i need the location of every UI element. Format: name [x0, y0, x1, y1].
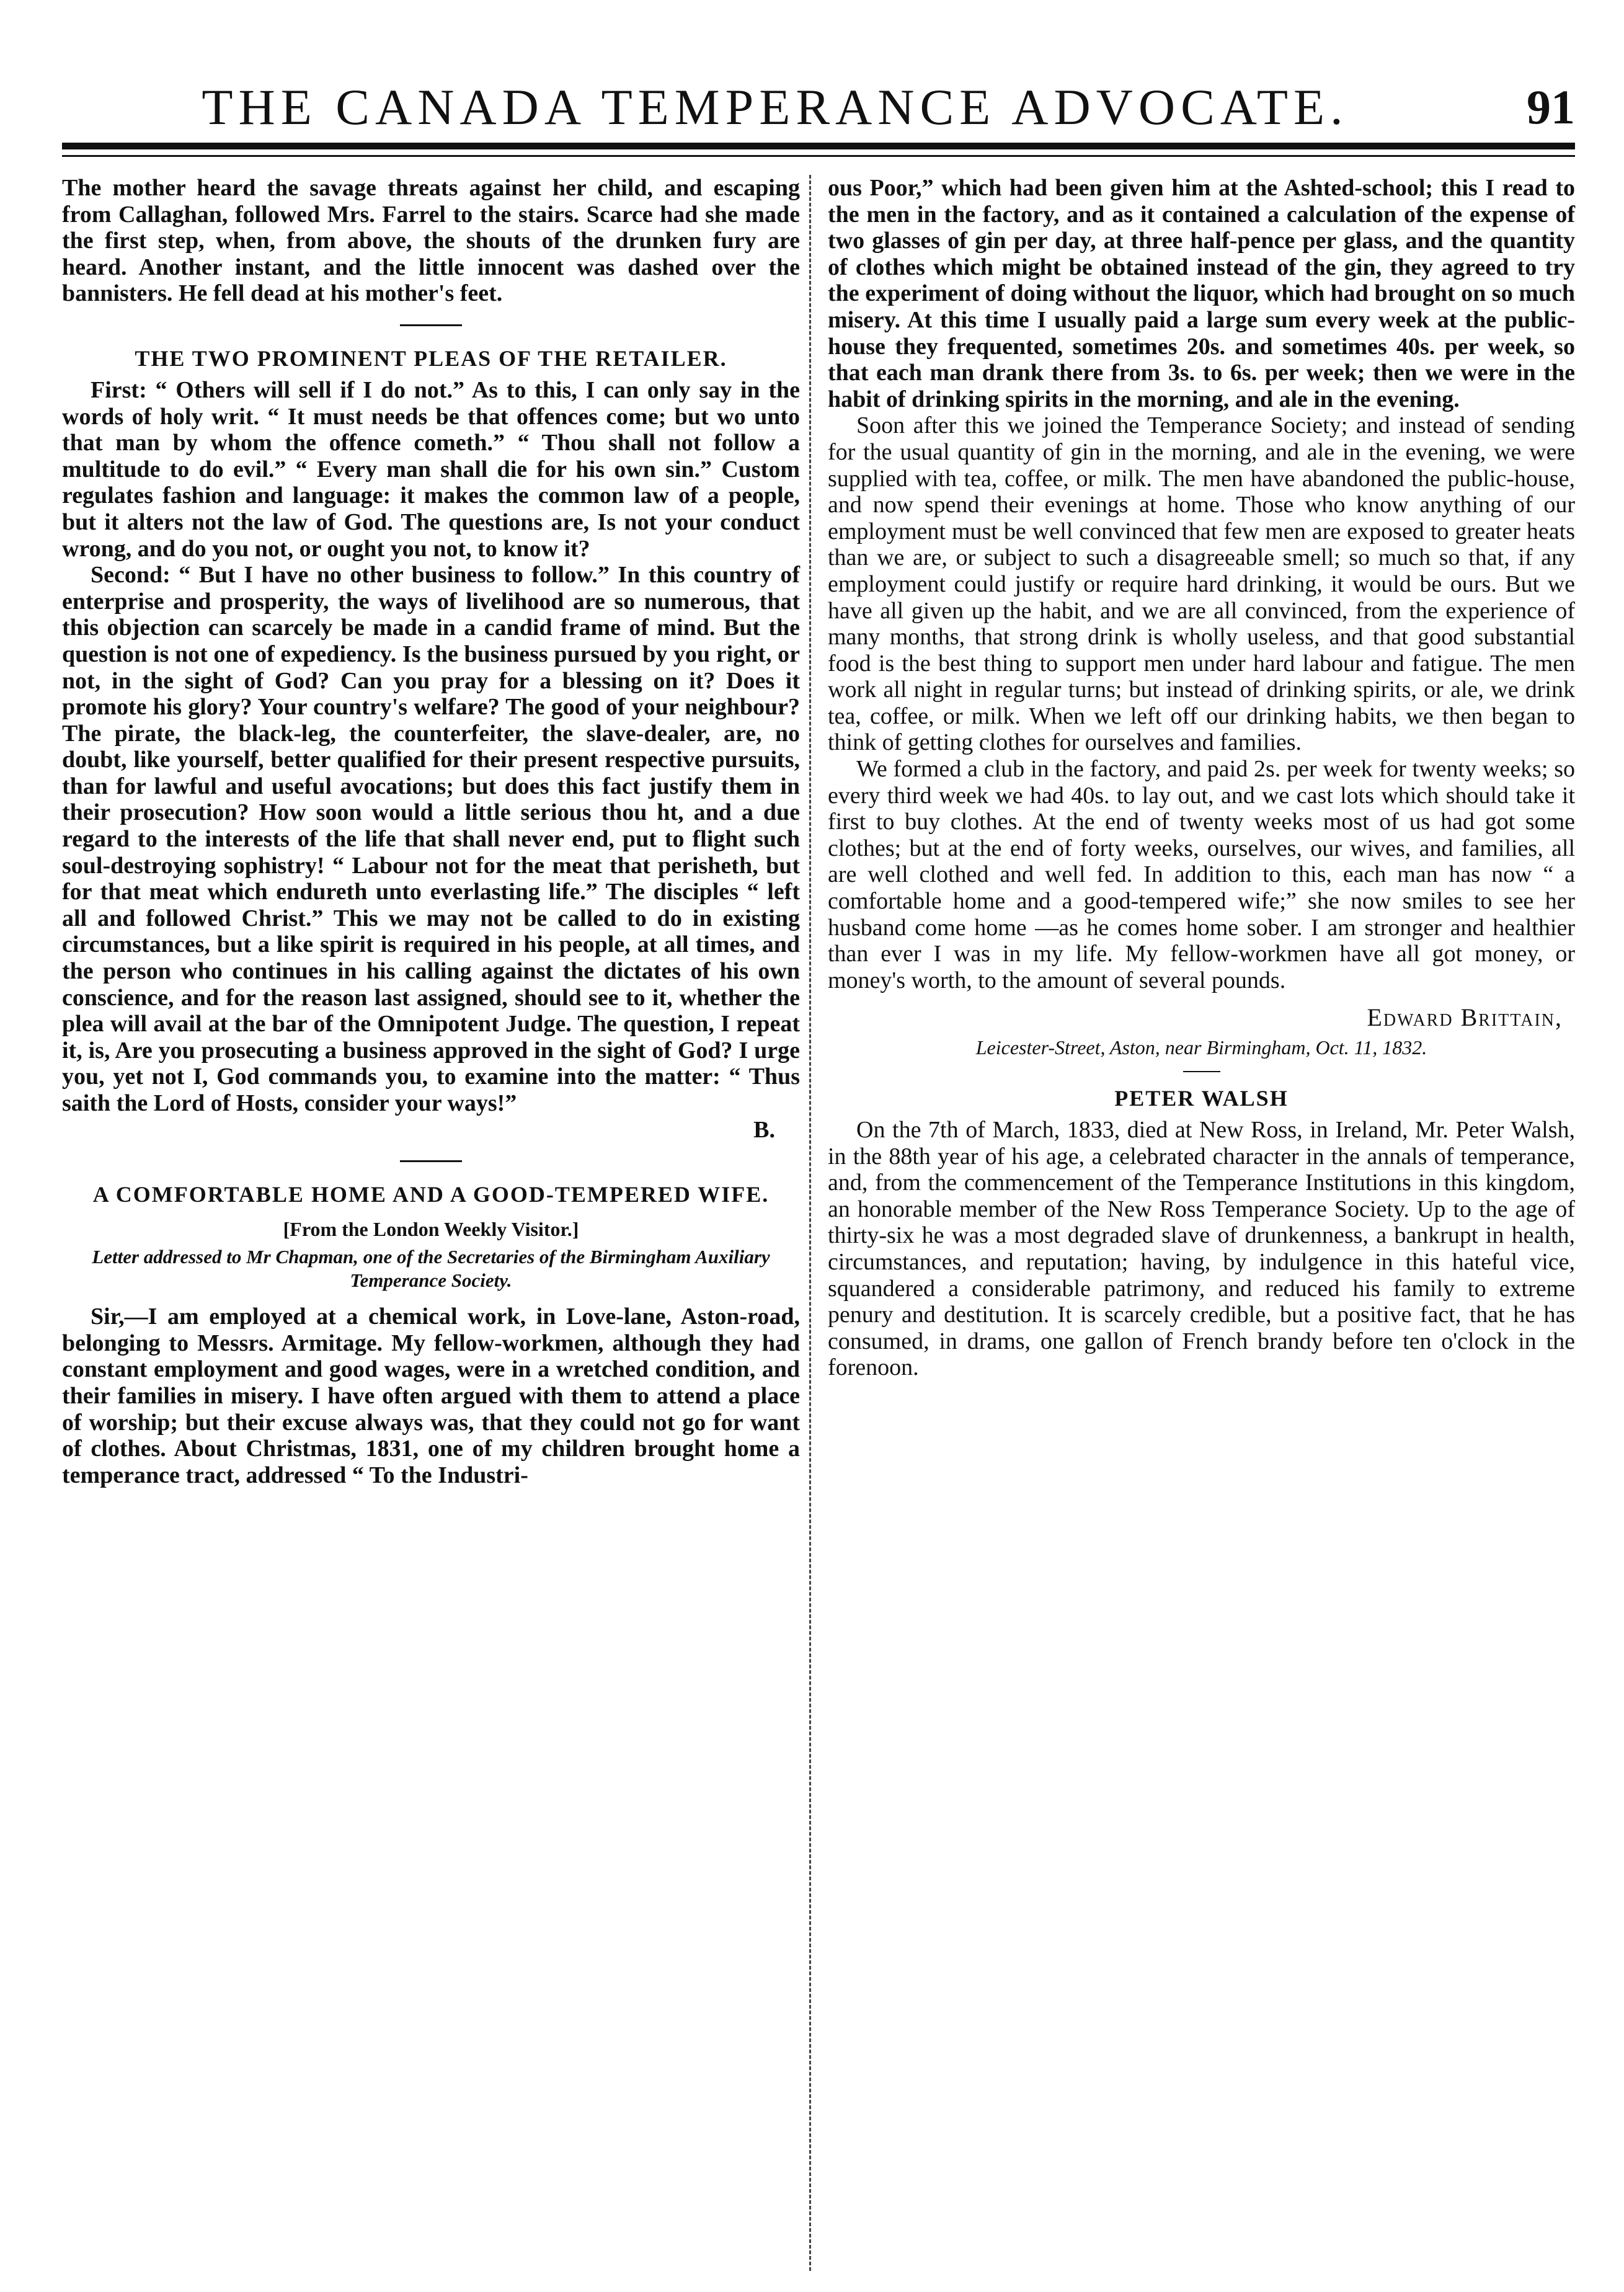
- article-paragraph: On the 7th of March, 1833, died at New Ross, in Ireland, Mr. Peter Walsh, in the 88th year of his age, a celebrated character in the annals of temperance, and, from the commencement of the Temperance Institutions in this kingdom, an honorable member of the New Ross Temperance Society. Up to the age of thirty-six he was a most degraded slave of drunkenness, a bankrupt in health, circumstances, and reputation; having, by indulgence in this hateful vice, squandered a considerable patrimony, and reduced his family to extreme penury and destitution. It is scarcely credible, but a positive fact, that he has consumed, in drams, one gallon of French brandy before ten o'clock in the forenoon.: [828, 1117, 1575, 1381]
- article-title-comfortable-home: A COMFORTABLE HOME AND A GOOD-TEMPERED WIFE.: [92, 1182, 770, 1207]
- letter-note: Letter addressed to Mr Chapman, one of the Secretaries of the Birmingham Auxiliary Temperance Society.: [92, 1246, 770, 1292]
- article-paragraph: Sir,—I am employed at a chemical work, in Love-lane, Aston-road, belonging to Messrs. Armitage. My fellow-workmen, although they had constant employment and good wages, were in a wretched condition, and their families in misery. I have often argued with them to attend a place of worship; but their excuse always was, that they could not go for want of clothes. About Christmas, 1831, one of my children brought home a temperance tract, addressed “ To the Industri-: [62, 1304, 800, 1488]
- story-ending-paragraph: The mother heard the savage threats against her child, and escaping from Callaghan, followed Mrs. Farrel to the stairs. Scarce had she made the first step, when, from above, the shouts of the drunken fury are heard. Another instant, and the little innocent was dashed over the bannisters. He fell dead at his mother's feet.: [62, 175, 800, 307]
- article-source: [From the London Weekly Visitor.]: [283, 1218, 579, 1241]
- article-title-peter-walsh: PETER WALSH: [1114, 1086, 1289, 1111]
- header-rule-thick: [62, 143, 1575, 149]
- left-column: [62, 175, 800, 1488]
- header-rule-thin: [62, 155, 1575, 157]
- article-paragraph: We formed a club in the factory, and paid 2s. per week for twenty weeks; so every third week we had 40s. to lay out, and we cast lots which should take it first to buy clothes. At the end of twenty weeks most of us had got some clothes; but at the end of forty weeks, ourselves, our wives, and families, all are well clothed and well fed. In addition to this, each man has now “ a comfortable home and a good-tempered wife;” she now smiles to see her husband come home —as he comes home sober. I am stronger and healthier than ever I was in my life. My fellow-workmen have all got money, or money's worth, to the amount of several pounds.: [828, 756, 1575, 993]
- masthead-title: THE CANADA TEMPERANCE ADVOCATE.: [202, 79, 1349, 135]
- article-paragraph: Second: “ But I have no other business to follow.” In this country of enterprise and prosperity, the ways of livelihood are so numerous, that this objection can scarcely be made in a candid frame of mind. But the question is not one of expediency. Is the business pursued by you right, or not, in the sight of God? Can you pray for a blessing on it? Does it promote his glory? Your country's welfare? The good of your neighbour? The pirate, the black-leg, the counterfeiter, the slave-dealer, are, no doubt, like yourself, better qualified for their present respective pursuits, than for lawful and useful avocations; but does this fact justify them in their prosecution? How soon would a little serious thou ht, and a due regard to the interests of the life that shall never end, put to flight such soul-destroying sophistry! “ Labour not for the meat that perisheth, but for that meat which endureth unto everlasting life.” The disciples “ left all and followed Christ.” This we may not be called to do in existing circumstances, but a like spirit is required in his people, at all times, and the person who continues in his calling against the dictates of his own conscience, and for the reason last assigned, should see to it, whether the plea will avail at the bar of the Omnipotent Judge. The question, I repeat it, is, Are you prosecuting a business approved in the sight of God? I urge you, yet not I, God commands you, to examine into the matter: “ Thus saith the Lord of Hosts, consider your ways!”: [62, 562, 800, 1116]
- section-separator: [400, 1160, 462, 1162]
- section-separator: [400, 324, 462, 326]
- page-header: [62, 73, 1575, 141]
- article-paragraph: First: “ Others will sell if I do not.” As to this, I can only say in the words of holy writ. “ It must needs be that offences come; but wo unto that man by whom the offence cometh.” “ Thou shall not follow a multitude to do evil.” “ Every man shall die for his own sin.” Custom regulates fashion and language: it makes the common law of a people, but it alters not the law of God. The questions are, Is not your conduct wrong, and do you not, or ought you not, to know it?: [62, 376, 800, 562]
- section-separator: [1183, 1071, 1220, 1072]
- article-signature: B.: [753, 1116, 775, 1143]
- letter-address: Leicester-Street, Aston, near Birmingham, Oct. 11, 1832.: [975, 1036, 1427, 1059]
- article-title-retailer-pleas: THE TWO PROMINENT PLEAS OF THE RETAILER.: [135, 345, 727, 371]
- column-divider: [809, 175, 811, 2271]
- article-paragraph: ous Poor,” which had been given him at the Ashted-school; this I read to the men in the factory, and as it contained a calculation of the expense of two glasses of gin per day, at three half-pence per glass, and the quantity of clothes which might be obtained instead of the gin, they agreed to try the experiment of doing without the liquor, which had brought on so much misery. At this time I usually paid a large sum every week at the public-house they frequented, sometimes 20s. and sometimes 40s. per week, so that each man drank there from 3s. to 6s. per week; then we were in the habit of drinking spirits in the morning, and ale in the evening.: [828, 175, 1575, 412]
- page-number: 91: [1527, 80, 1575, 134]
- article-paragraph: Soon after this we joined the Temperance Society; and instead of sending for the usual quantity of gin in the morning, and ale in the evening, we were supplied with tea, coffee, or milk. The men have abandoned the public-house, and now spend their evenings at home. Those who know anything of our employment must be well convinced that few men are exposed to greater heats than we are, or subject to such a disagreeable smell; so much so that, if any employment could justify or require hard drinking, it would be ours. But we have all given up the habit, and we are all convinced, from the experience of many months, that strong drink is wholly useless, and that good substantial food is the best thing to support men under hard labour and fatigue. The men work all night in regular turns; but instead of drinking spirits, or ale, we drink tea, coffee, or milk. When we left off our drinking habits, we then began to think of getting clothes for ourselves and families.: [828, 412, 1575, 756]
- right-column: [828, 175, 1575, 1381]
- letter-signature: Edward Brittain,: [1367, 1003, 1563, 1032]
